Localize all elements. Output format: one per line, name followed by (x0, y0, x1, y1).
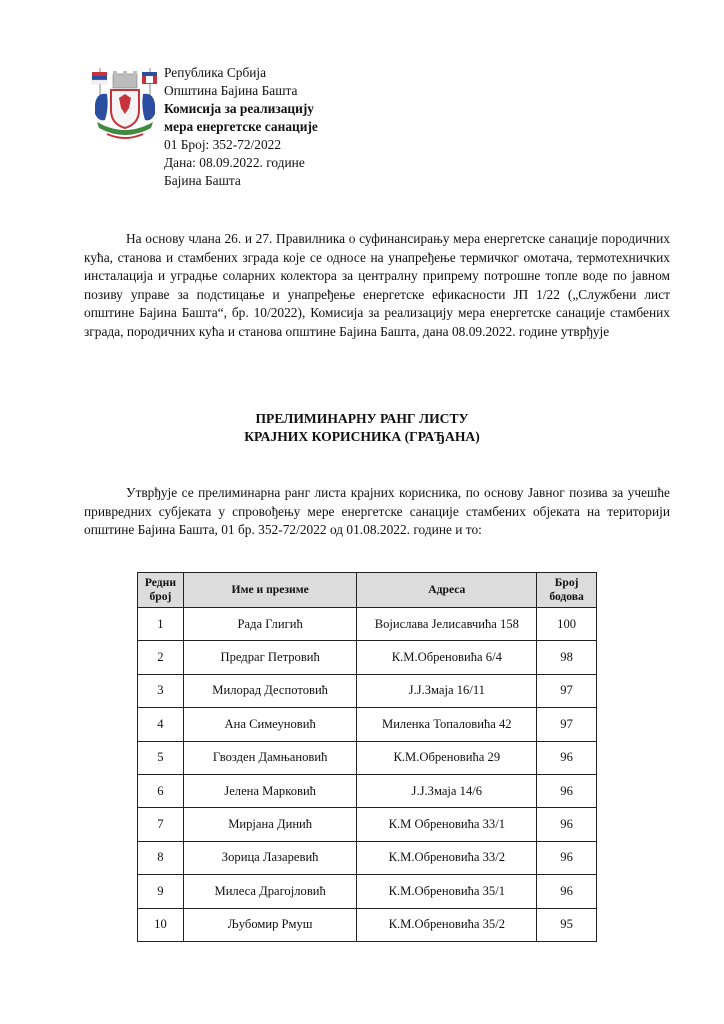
intro-paragraph: На основу члана 26. и 27. Правилника о суфинансирању мера енергетске санације породичних кућа, станова и стамбених зграда које се односе на унапређење термичког омотача, термотехничких инсталација и уградње соларних колектора за централну припрему потрошне топле воде по јавном позиву управе за подстицање и унапређење енергетске ефикасности ЈП 1/22 („Службени лист општине Бајина Башта“, бр. 10/2022), Комисија за реализацију мера енергетске санације стамбених зграда, породичних кућа и станова општине Бајина Башта, дана 08.09.2022. године утврђује (84, 231, 670, 339)
table-row (138, 808, 597, 841)
cell-rank: 9 (138, 875, 184, 908)
cell-rank: 10 (138, 908, 184, 941)
cell-rank: 4 (138, 708, 184, 741)
cell-name: Зорица Лазаревић (183, 841, 357, 874)
cell-rank: 2 (138, 641, 184, 674)
cell-rank: 3 (138, 674, 184, 707)
cell-points: 95 (537, 908, 597, 941)
header-line-document-number: 01 Број: 352-72/2022 (164, 137, 282, 152)
header-line-municipality: Општина Бајина Башта (164, 83, 298, 98)
title-line-1: ПРЕЛИМИНАРНУ РАНГ ЛИСТУ (255, 411, 469, 426)
cell-points: 98 (537, 641, 597, 674)
cell-name: Предраг Петровић (183, 641, 357, 674)
second-paragraph: Утврђује се прелиминарна ранг листа крајних корисника, по основу Јавног позива за учешће привредних субјеката у спровођењу мере енергетске санације стамбених објеката на територији општине Бајина Башта, 01 бр. 352-72/2022 од 01.08.2022. године и то: (84, 485, 670, 538)
document-title (0, 410, 724, 446)
table-row (138, 841, 597, 874)
cell-rank: 7 (138, 808, 184, 841)
header-line-date: Дана: 08.09.2022. године (164, 155, 305, 170)
cell-points: 97 (537, 708, 597, 741)
cell-name: Јелена Марковић (183, 774, 357, 807)
cell-address: К.М Обреновића 33/1 (357, 808, 537, 841)
header-text-block (164, 64, 464, 190)
table-row (138, 641, 597, 674)
cell-points: 97 (537, 674, 597, 707)
header-points: Број бодова (537, 573, 597, 608)
cell-address: Миленка Топаловића 42 (357, 708, 537, 741)
cell-points: 96 (537, 774, 597, 807)
cell-name: Мирјана Динић (183, 808, 357, 841)
table-row (138, 708, 597, 741)
cell-address: К.М.Обреновића 29 (357, 741, 537, 774)
table-row (138, 774, 597, 807)
table-row (138, 674, 597, 707)
cell-address: Ј.Ј.Змаја 16/11 (357, 674, 537, 707)
cell-name: Гвозден Дамњановић (183, 741, 357, 774)
coat-of-arms-icon (87, 64, 163, 144)
table-header-row (138, 573, 597, 608)
cell-name: Љубомир Рмуш (183, 908, 357, 941)
cell-rank: 8 (138, 841, 184, 874)
cell-points: 96 (537, 875, 597, 908)
cell-name: Рада Глигић (183, 608, 357, 641)
cell-address: Војислава Јелисавчића 158 (357, 608, 537, 641)
cell-points: 96 (537, 841, 597, 874)
cell-points: 96 (537, 741, 597, 774)
cell-address: К.М.Обреновића 35/2 (357, 908, 537, 941)
cell-address: Ј.Ј.Змаја 14/6 (357, 774, 537, 807)
ranking-table (137, 572, 597, 942)
cell-address: К.М.Обреновића 33/2 (357, 841, 537, 874)
cell-address: К.М.Обреновића 6/4 (357, 641, 537, 674)
header-name: Име и презиме (183, 573, 357, 608)
header-line-commission-scope: мера енергетске санације (164, 119, 318, 134)
table-row (138, 741, 597, 774)
cell-points: 96 (537, 808, 597, 841)
cell-name: Милорад Деспотовић (183, 674, 357, 707)
table-row (138, 875, 597, 908)
cell-rank: 1 (138, 608, 184, 641)
cell-rank: 6 (138, 774, 184, 807)
cell-name: Милеса Драгојловић (183, 875, 357, 908)
title-line-2: КРАЈНИХ КОРИСНИКА (ГРАЂАНА) (244, 429, 480, 444)
header-address: Адреса (357, 573, 537, 608)
cell-points: 100 (537, 608, 597, 641)
header-line-commission: Комисија за реализацију (164, 101, 314, 116)
header-line-republic: Република Србија (164, 65, 267, 80)
cell-rank: 5 (138, 741, 184, 774)
cell-name: Ана Симеуновић (183, 708, 357, 741)
header-line-place: Бајина Башта (164, 173, 241, 188)
table-row (138, 608, 597, 641)
header-rank: Редни број (138, 573, 184, 608)
table-row (138, 908, 597, 941)
cell-address: К.М.Обреновића 35/1 (357, 875, 537, 908)
